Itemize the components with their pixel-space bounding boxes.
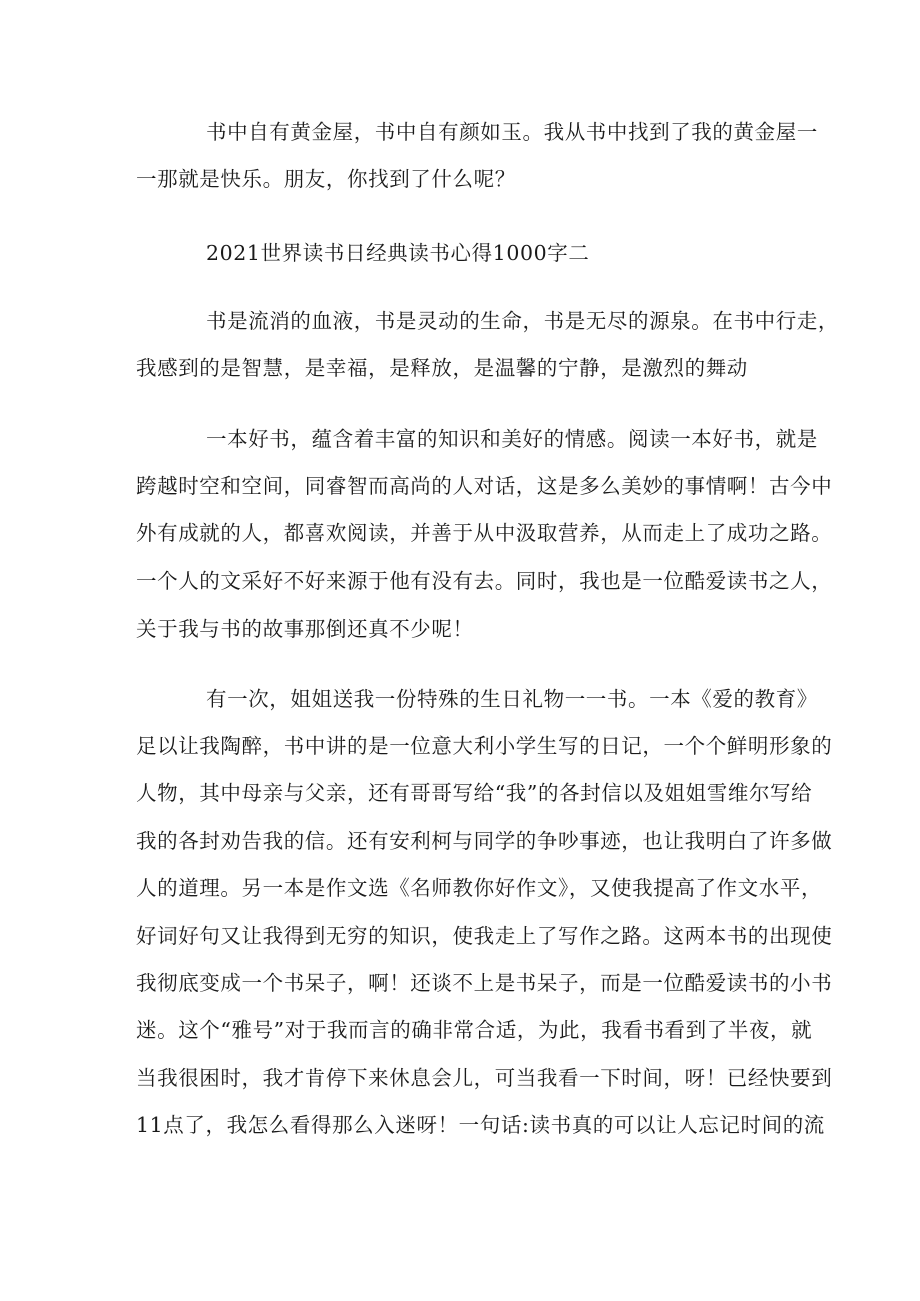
paragraph-good-book-line-3: 外有成就的人，都喜欢阅读，并善于从中汲取营养，从而走上了成功之路。 [136, 521, 833, 545]
paragraph-intro-line-1: 书中自有黄金屋，书中自有颜如玉。我从书中找到了我的黄金屋一 [206, 120, 818, 144]
paragraph-birthday-gift-line-9: 当我很困时，我才肯停下来休息会儿，可当我看一下时间，呀！已经快要到 [136, 1066, 833, 1090]
paragraph-birthday-gift-line-5: 人的道理。另一本是作文选《名师教你好作文》，又使我提高了作文水平， [136, 876, 823, 900]
paragraph-birthday-gift-line-8: 迷。这个“雅号”对于我而言的确非常合适，为此，我看书看到了半夜，就 [136, 1018, 813, 1042]
paragraph-intro-line-2: 一那就是快乐。朋友，你找到了什么呢？ [136, 167, 516, 191]
paragraph-birthday-gift-line-2: 足以让我陶醉，书中讲的是一位意大利小学生写的日记，一个个鲜明形象的 [136, 734, 833, 758]
paragraph-birthday-gift-line-10: 11点了，我怎么看得那么入迷呀！一句话:读书真的可以让人忘记时间的流 [136, 1113, 825, 1137]
paragraph-birthday-gift-line-4: 我的各封劝告我的信。还有安利柯与同学的争吵事迹，也让我明白了许多做 [136, 829, 833, 853]
paragraph-birthday-gift-line-3: 人物，其中母亲与父亲，还有哥哥写给“我”的各封信以及姐姐雪维尔写给 [136, 781, 813, 805]
paragraph-good-book-line-1: 一本好书，蕴含着丰富的知识和美好的情感。阅读一本好书，就是 [206, 427, 818, 451]
paragraph-good-book-line-2: 跨越时空和空间，同睿智而高尚的人对话，这是多么美妙的事情啊！古今中 [136, 474, 833, 498]
paragraph-good-book-line-5: 关于我与书的故事那倒还真不少呢！ [136, 617, 474, 641]
paragraph-birthday-gift-line-6: 好词好句又让我得到无穷的知识，使我走上了写作之路。这两本书的出现使 [136, 924, 833, 948]
paragraph-good-book-line-4: 一个人的文采好不好来源于他有没有去。同时，我也是一位酷爱读书之人， [136, 569, 833, 593]
paragraph-books-are-line-2: 我感到的是智慧，是幸福，是释放，是温馨的宁静，是激烈的舞动 [136, 356, 748, 380]
paragraph-birthday-gift-line-7: 我彻底变成一个书呆子，啊！还谈不上是书呆子，而是一位酷爱读书的小书 [136, 971, 833, 995]
paragraph-birthday-gift-line-1: 有一次，姐姐送我一份特殊的生日礼物一一书。一本《爱的教育》 [206, 687, 818, 711]
paragraph-books-are-line-1: 书是流消的血液，书是灵动的生命，书是无尽的源泉。在书中行走， [206, 309, 839, 333]
section-heading: 2021世界读书日经典读书心得1000字二 [206, 241, 590, 265]
